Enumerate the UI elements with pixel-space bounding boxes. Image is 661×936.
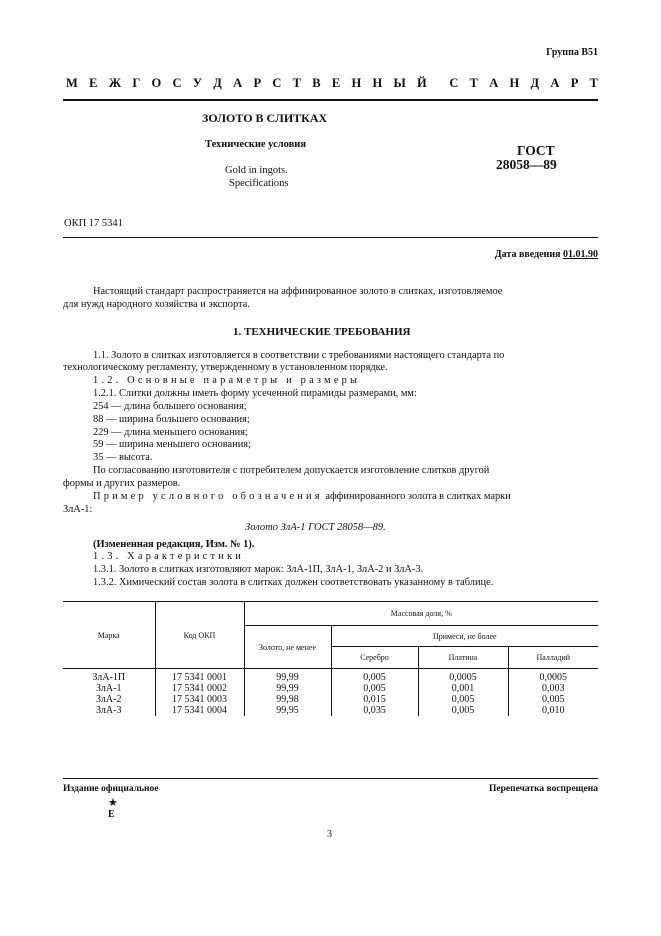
- date-label: Дата введения: [494, 249, 561, 260]
- okp-code: ОКП 17 5341: [64, 218, 123, 229]
- official-edition: Издание официальное: [63, 784, 159, 794]
- col-mass-fraction: Массовая доля, %: [244, 602, 598, 626]
- dimension-1: 254 — длина большего основания;: [93, 401, 247, 412]
- example-line-1: [93, 491, 511, 504]
- table-cell: 99,98: [244, 694, 331, 705]
- table-row: [63, 694, 598, 705]
- example-label: Пример условного обозначения: [93, 491, 323, 502]
- document-title: ЗОЛОТО В СЛИТКАХ: [202, 111, 328, 125]
- revision-note: (Измененная редакция, Изм. № 1).: [93, 539, 255, 550]
- banner-letter: Д: [530, 76, 540, 90]
- banner-letter: С: [172, 76, 182, 90]
- banner-letter: У: [192, 76, 203, 90]
- banner-letter: С: [449, 76, 459, 90]
- dimension-3: 229 — длина меньшего основания;: [93, 427, 248, 438]
- interstate-standard-banner: [66, 76, 598, 91]
- table-cell: 0,035: [331, 705, 418, 716]
- p12: 1.2. Основные параметры и размеры: [93, 375, 361, 386]
- p132: 1.3.2. Химический состав золота в слитках должен соответствовать указанному в таблице.: [93, 577, 494, 588]
- gost-number: 28058—89: [496, 157, 557, 172]
- banner-letter: Н: [372, 76, 383, 90]
- p131: 1.3.1. Золото в слитках изготовляют марок: ЗлА-1П, ЗлА-1, ЗлА-2 и ЗлА-3.: [93, 564, 424, 575]
- table-cell: 17 5341 0001: [155, 669, 244, 684]
- table-row: [63, 705, 598, 716]
- agreement-line-2: формы и других размеров.: [63, 478, 181, 489]
- table-cell: 17 5341 0004: [155, 705, 244, 716]
- document-subtitle: Технические условия: [205, 139, 307, 150]
- header-rule: [63, 237, 598, 238]
- table-header-row: [63, 602, 598, 626]
- banner-letter: Е: [89, 76, 98, 90]
- table-cell: ЗлА-1П: [92, 672, 126, 683]
- table-cell: 0,001: [418, 683, 508, 694]
- banner-letter: А: [550, 76, 560, 90]
- table-cell: ЗлА-1: [96, 683, 122, 694]
- date-value: 01.01.90: [563, 249, 598, 260]
- table-cell: ЗлА-3: [96, 705, 122, 716]
- dimension-2: 88 — ширина большего основания;: [93, 414, 250, 425]
- top-rule: [63, 99, 598, 101]
- banner-letter: А: [233, 76, 243, 90]
- table-cell: 99,99: [244, 683, 331, 694]
- example-line-2: ЗлА-1:: [63, 504, 93, 515]
- banner-letter: М: [66, 76, 78, 90]
- table-cell: 0,010: [508, 705, 598, 716]
- banner-letter: В: [312, 76, 321, 90]
- col-platinum: Платина: [418, 647, 508, 669]
- p121: 1.2.1. Слитки должны иметь форму усеченной пирамиды размерами, мм:: [93, 388, 417, 399]
- introduction-date: [495, 249, 598, 260]
- composition-table: [63, 601, 598, 716]
- section-title: 1. ТЕХНИЧЕСКИЕ ТРЕБОВАНИЯ: [233, 326, 411, 338]
- banner-letter: О: [151, 76, 162, 90]
- gost-label: ГОСТ: [517, 143, 555, 158]
- banner-letter: Д: [213, 76, 222, 90]
- banner-letter: С: [272, 76, 282, 90]
- table-cell: 0,005: [418, 705, 508, 716]
- col-silver: Серебро: [331, 647, 418, 669]
- banner-letter: Й: [417, 76, 427, 90]
- col-gold: Золото, не менее: [244, 626, 331, 669]
- p11-line-1: 1.1. Золото в слитках изготовляется в соответствии с требованиями настоящего стандарта по: [93, 350, 505, 361]
- dimension-5: 35 — высота.: [93, 452, 153, 463]
- table-row: [63, 669, 598, 684]
- banner-letter: Ы: [393, 76, 406, 90]
- banner-letter: Ж: [108, 76, 122, 90]
- agreement-line-1: По согласованию изготовителя с потребителем допускается изготовление слитков другой: [93, 465, 490, 476]
- edition-letter: Е: [108, 809, 115, 820]
- col-grade: Марка: [97, 630, 120, 640]
- table-cell: 0,0005: [418, 669, 508, 684]
- table-cell: 0,005: [331, 669, 418, 684]
- table-cell: 17 5341 0002: [155, 683, 244, 694]
- banner-letter: Р: [570, 76, 579, 90]
- table-cell: ЗлА-2: [96, 694, 122, 705]
- table-cell: 0,003: [508, 683, 598, 694]
- table-cell: 17 5341 0003: [155, 694, 244, 705]
- table-cell: 99,99: [244, 669, 331, 684]
- p13: 1.3. Характеристики: [93, 551, 245, 562]
- p11-line-2: технологическому регламенту, утвержденному в установленном порядке.: [63, 362, 388, 373]
- table-cell: 0,015: [331, 694, 418, 705]
- col-palladium: Палладий: [508, 647, 598, 669]
- table-cell: 0,0005: [508, 669, 598, 684]
- star-icon: ★: [108, 797, 118, 809]
- footer-rule: [63, 778, 598, 779]
- banner-letter: Р: [253, 76, 262, 90]
- table-cell: 99,95: [244, 705, 331, 716]
- table-row: [63, 683, 598, 694]
- intro-line-1: Настоящий стандарт распространяется на аффинированное золото в слитках, изготовляемое: [93, 286, 503, 297]
- group-code: Группа В51: [546, 47, 598, 58]
- reprint-prohibited: Перепечатка воспрещена: [488, 784, 598, 794]
- intro-line-2: для нужд народного хозяйства и экспорта.: [63, 299, 250, 310]
- dimension-4: 59 — ширина меньшего основания;: [93, 439, 251, 450]
- english-title: Gold in ingots.: [225, 165, 288, 176]
- banner-letter: А: [489, 76, 499, 90]
- table-cell: 0,005: [331, 683, 418, 694]
- example-designation: Золото ЗлА-1 ГОСТ 28058—89.: [245, 522, 386, 533]
- banner-letter: Т: [589, 76, 598, 90]
- banner-letter: Н: [509, 76, 520, 90]
- banner-letter: Т: [469, 76, 478, 90]
- banner-letter: Н: [351, 76, 362, 90]
- example-text: аффинированного золота в слитках марки: [322, 491, 511, 502]
- table-cell: 0,005: [418, 694, 508, 705]
- banner-letter: Г: [132, 76, 141, 90]
- banner-letter: Т: [292, 76, 302, 90]
- english-subtitle: Specifications: [229, 178, 289, 189]
- banner-letter: Е: [331, 76, 341, 90]
- page-number: 3: [327, 829, 332, 840]
- table-cell: 0,005: [508, 694, 598, 705]
- col-impurities: Примеси, не более: [331, 626, 598, 647]
- col-okp: Код ОКП: [155, 602, 244, 669]
